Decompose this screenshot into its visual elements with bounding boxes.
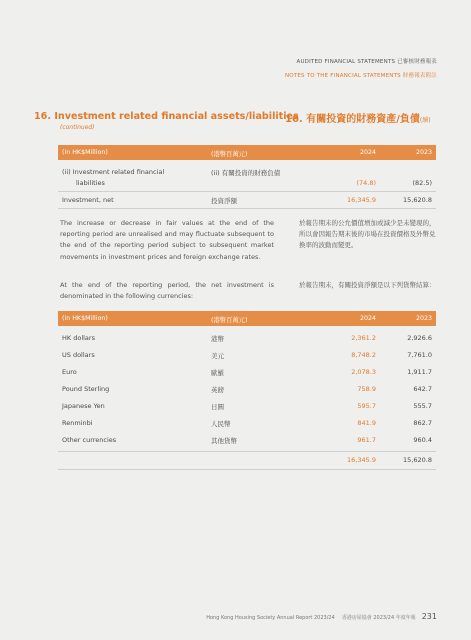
table-row [58, 436, 436, 448]
footer-report-title-zh: 香港房屋協會 2023/24 年度年報 [341, 615, 416, 621]
page-footer [206, 612, 437, 621]
table1-row-value-2023: 15,620.8 [403, 196, 432, 204]
section-title-zh-text: 16. 有關投資的財務資產/負債 [285, 114, 420, 125]
currency-intro-en: At the end of the reporting period, the net investment is denominated in the following currencies: [60, 281, 274, 301]
table1-row-label-line1: (ii) Investment related financial [62, 168, 165, 176]
currency-value-2023: 555.7 [413, 402, 432, 410]
running-header-subtitle: NOTES TO THE FINANCIAL STATEMENTS 財務報表附註 [284, 73, 437, 79]
table-row [58, 334, 436, 346]
currency-value-2024: 595.7 [357, 402, 376, 410]
table2-header-2024: 2024 [359, 315, 376, 322]
table2-header-unit-en: (in HK$Million) [62, 315, 108, 322]
total-value-2024: 16,345.9 [347, 456, 376, 464]
table1-row-value-2023: (82.5) [412, 179, 432, 187]
currency-name: Euro [62, 368, 77, 376]
currency-value-2023: 1,911.7 [407, 368, 432, 376]
table2-total-row [58, 456, 436, 468]
currency-value-2023: 960.4 [413, 436, 432, 444]
table-row [58, 419, 436, 431]
section-title-zh [285, 110, 431, 125]
currency-name-zh: 人民幣 [211, 420, 231, 428]
table1-row-label-zh: (ii) 有關投資的財務負債 [211, 169, 281, 177]
table1-header [58, 145, 436, 160]
currency-value-2024: 2,361.2 [351, 334, 376, 342]
table1-row [58, 196, 436, 208]
currency-name-zh: 港幣 [211, 335, 224, 343]
currency-name: Japanese Yen [62, 402, 105, 410]
divider [58, 451, 436, 452]
divider [58, 208, 436, 209]
table1-row-value-2024: (74.8) [356, 179, 376, 187]
page-number: 231 [421, 612, 437, 621]
currency-name: US dollars [62, 351, 95, 359]
table1-row-label-line2: liabilities [76, 179, 105, 187]
divider [58, 191, 436, 192]
currency-name-zh: 英鎊 [211, 386, 224, 394]
currency-name: Renminbi [62, 419, 93, 427]
section-title-zh-continued: (續) [419, 117, 431, 124]
table2-header-unit-zh: (港幣百萬元) [211, 317, 248, 324]
currency-name: Pound Sterling [62, 385, 110, 393]
currency-value-2024: 961.7 [357, 436, 376, 444]
footer-report-title-en: Hong Kong Housing Society Annual Report 2023/24 [206, 615, 335, 621]
currency-name-zh: 歐羅 [211, 369, 224, 377]
table-row [58, 402, 436, 414]
table-row [58, 351, 436, 363]
table2-header-2023: 2023 [415, 315, 432, 322]
currency-name: HK dollars [62, 334, 95, 342]
currency-intro-zh: 於報告期末，有關投資淨額是以下列貨幣結算： [299, 281, 436, 289]
currency-name-zh: 美元 [211, 352, 224, 360]
currency-value-2024: 841.9 [357, 419, 376, 427]
continued-label: (continued) [60, 124, 95, 131]
table-row [58, 368, 436, 380]
currency-value-2024: 2,078.3 [351, 368, 376, 376]
currency-name-zh: 日圓 [211, 403, 224, 411]
table1-row [58, 168, 436, 192]
table1-row-value-2024: 16,345.9 [347, 196, 376, 204]
table-row [58, 385, 436, 397]
currency-value-2023: 862.7 [413, 419, 432, 427]
note-paragraph-zh: 於報告期末的公允價值增加或減少是未變現的，所以會因報告期末後的市場在投資價格及外幣兑換率的波動而變更。 [299, 219, 436, 250]
currency-value-2024: 8,748.2 [351, 351, 376, 359]
divider [58, 469, 436, 470]
section-title-en: 16. Investment related financial assets/liabilities [34, 111, 299, 122]
note-paragraph-en: The increase or decrease in fair values at the end of the reporting period are unrealised and may fluctuate subsequent to the end of the reporting period subject to subsequent market movements in investment prices and foreign exchange rates. [60, 219, 274, 261]
table1-header-unit-zh: (港幣百萬元) [211, 151, 248, 158]
currency-value-2023: 2,926.6 [407, 334, 432, 342]
total-value-2023: 15,620.8 [403, 456, 432, 464]
currency-value-2023: 642.7 [413, 385, 432, 393]
currency-name: Other currencies [62, 436, 117, 444]
currency-value-2023: 7,761.0 [407, 351, 432, 359]
running-header-title: AUDITED FINANCIAL STATEMENTS 已審核財務報表 [296, 59, 437, 65]
table2-header [58, 311, 436, 326]
table1-header-unit-en: (in HK$Million) [62, 149, 108, 156]
currency-name-zh: 其他貨幣 [211, 437, 237, 445]
currency-value-2024: 758.9 [357, 385, 376, 393]
table1-row-label: Investment, net [62, 196, 114, 204]
table1-row-label-zh: 投資淨額 [211, 197, 237, 205]
table1-header-2024: 2024 [359, 149, 376, 156]
table1-header-2023: 2023 [415, 149, 432, 156]
